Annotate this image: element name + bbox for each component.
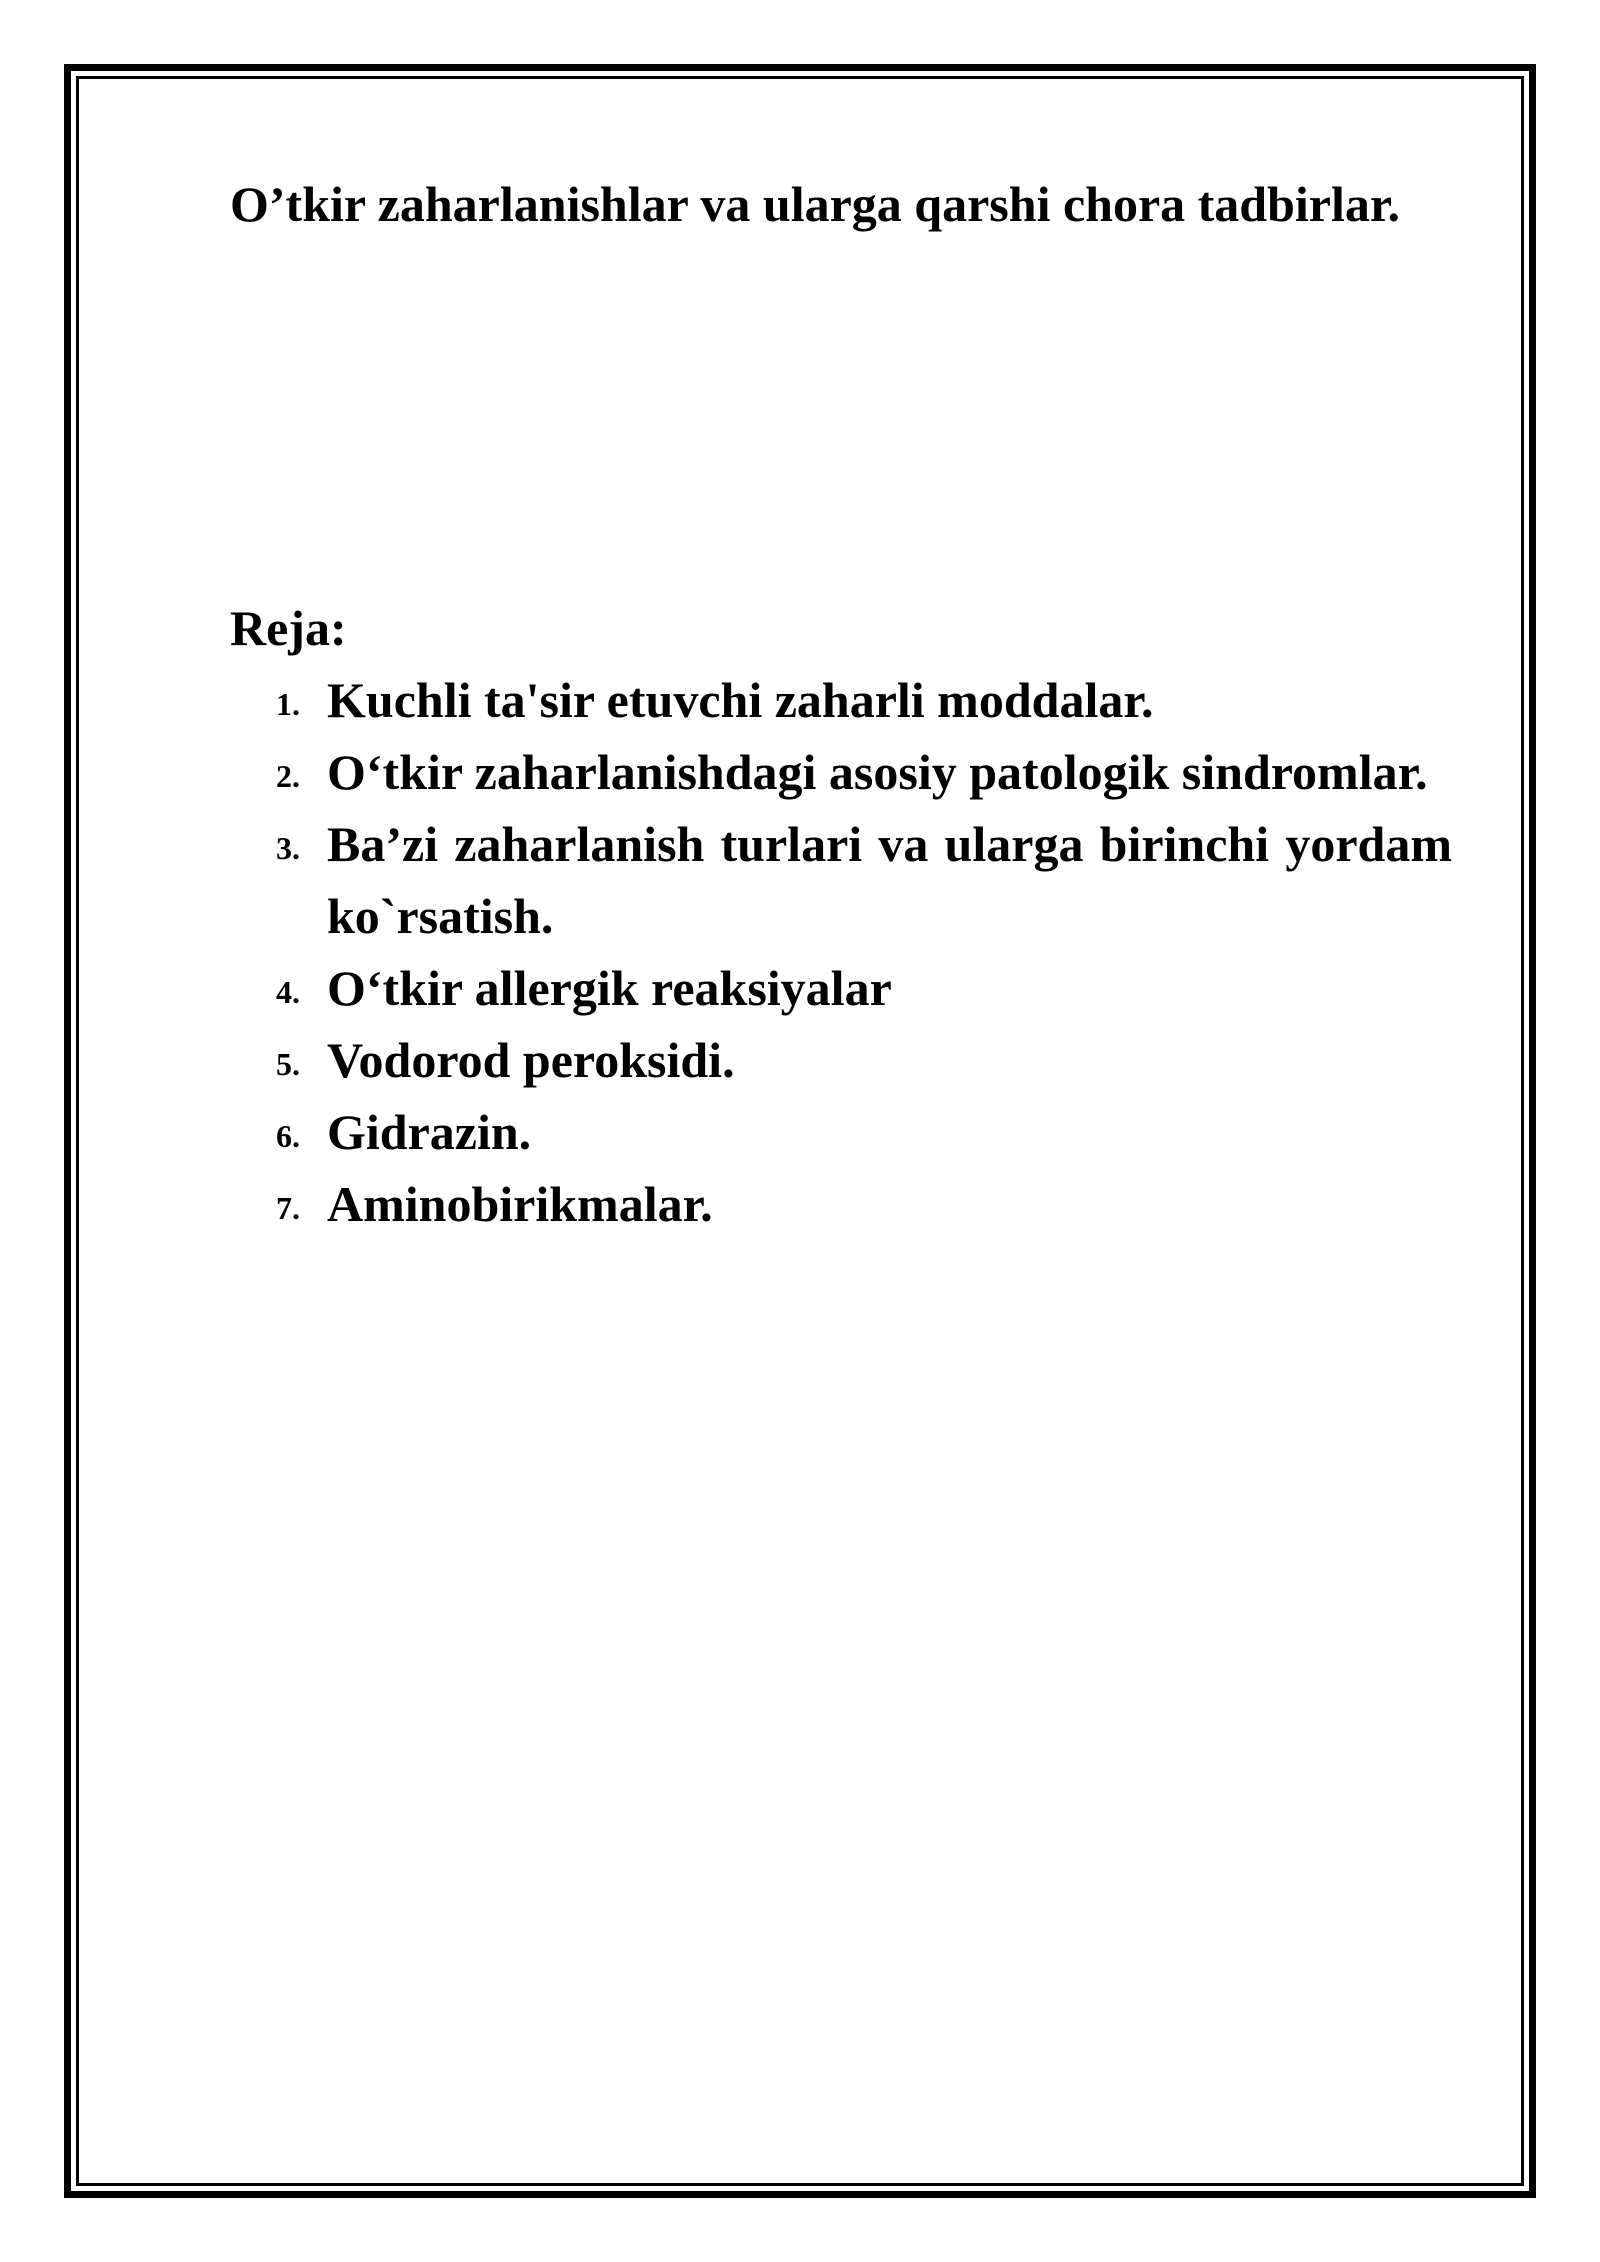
plan-item bbox=[230, 1168, 1452, 1240]
plan-item-number: 6. bbox=[276, 1118, 300, 1154]
plan-heading: Reja: bbox=[230, 600, 347, 656]
plan-item-number: 5. bbox=[276, 1046, 300, 1082]
plan-item-number: 7. bbox=[276, 1190, 300, 1226]
plan-item-number: 3. bbox=[276, 830, 300, 866]
plan-item bbox=[230, 664, 1452, 736]
document-body bbox=[230, 168, 1452, 1240]
plan-list bbox=[230, 664, 1452, 1240]
plan-item bbox=[230, 1024, 1452, 1096]
plan-item-text: Gidrazin. bbox=[327, 1104, 532, 1160]
plan-item bbox=[230, 808, 1452, 952]
plan-item-text: O‘tkir zaharlanishdagi asosiy patologik sindromlar. bbox=[327, 744, 1428, 800]
plan-item bbox=[230, 1096, 1452, 1168]
plan-item bbox=[230, 952, 1452, 1024]
plan-item-text: Kuchli ta'sir etuvchi zaharli moddalar. bbox=[327, 672, 1154, 728]
document-title: O’tkir zaharlanishlar va ularga qarshi chora tadbirlar. bbox=[230, 176, 1400, 232]
plan-item-text: Ba’zi zaharlanish turlari va ularga birinchi yordam ko`rsatish. bbox=[327, 816, 1452, 944]
plan-item-text: O‘tkir allergik reaksiyalar bbox=[327, 960, 892, 1016]
plan-item-number: 4. bbox=[276, 974, 300, 1010]
plan-item-text: Aminobirikmalar. bbox=[327, 1176, 713, 1232]
plan-item-number: 1. bbox=[276, 686, 300, 722]
plan-item bbox=[230, 736, 1452, 808]
plan-item-text: Vodorod peroksidi. bbox=[327, 1032, 735, 1088]
plan-item-number: 2. bbox=[276, 758, 300, 794]
